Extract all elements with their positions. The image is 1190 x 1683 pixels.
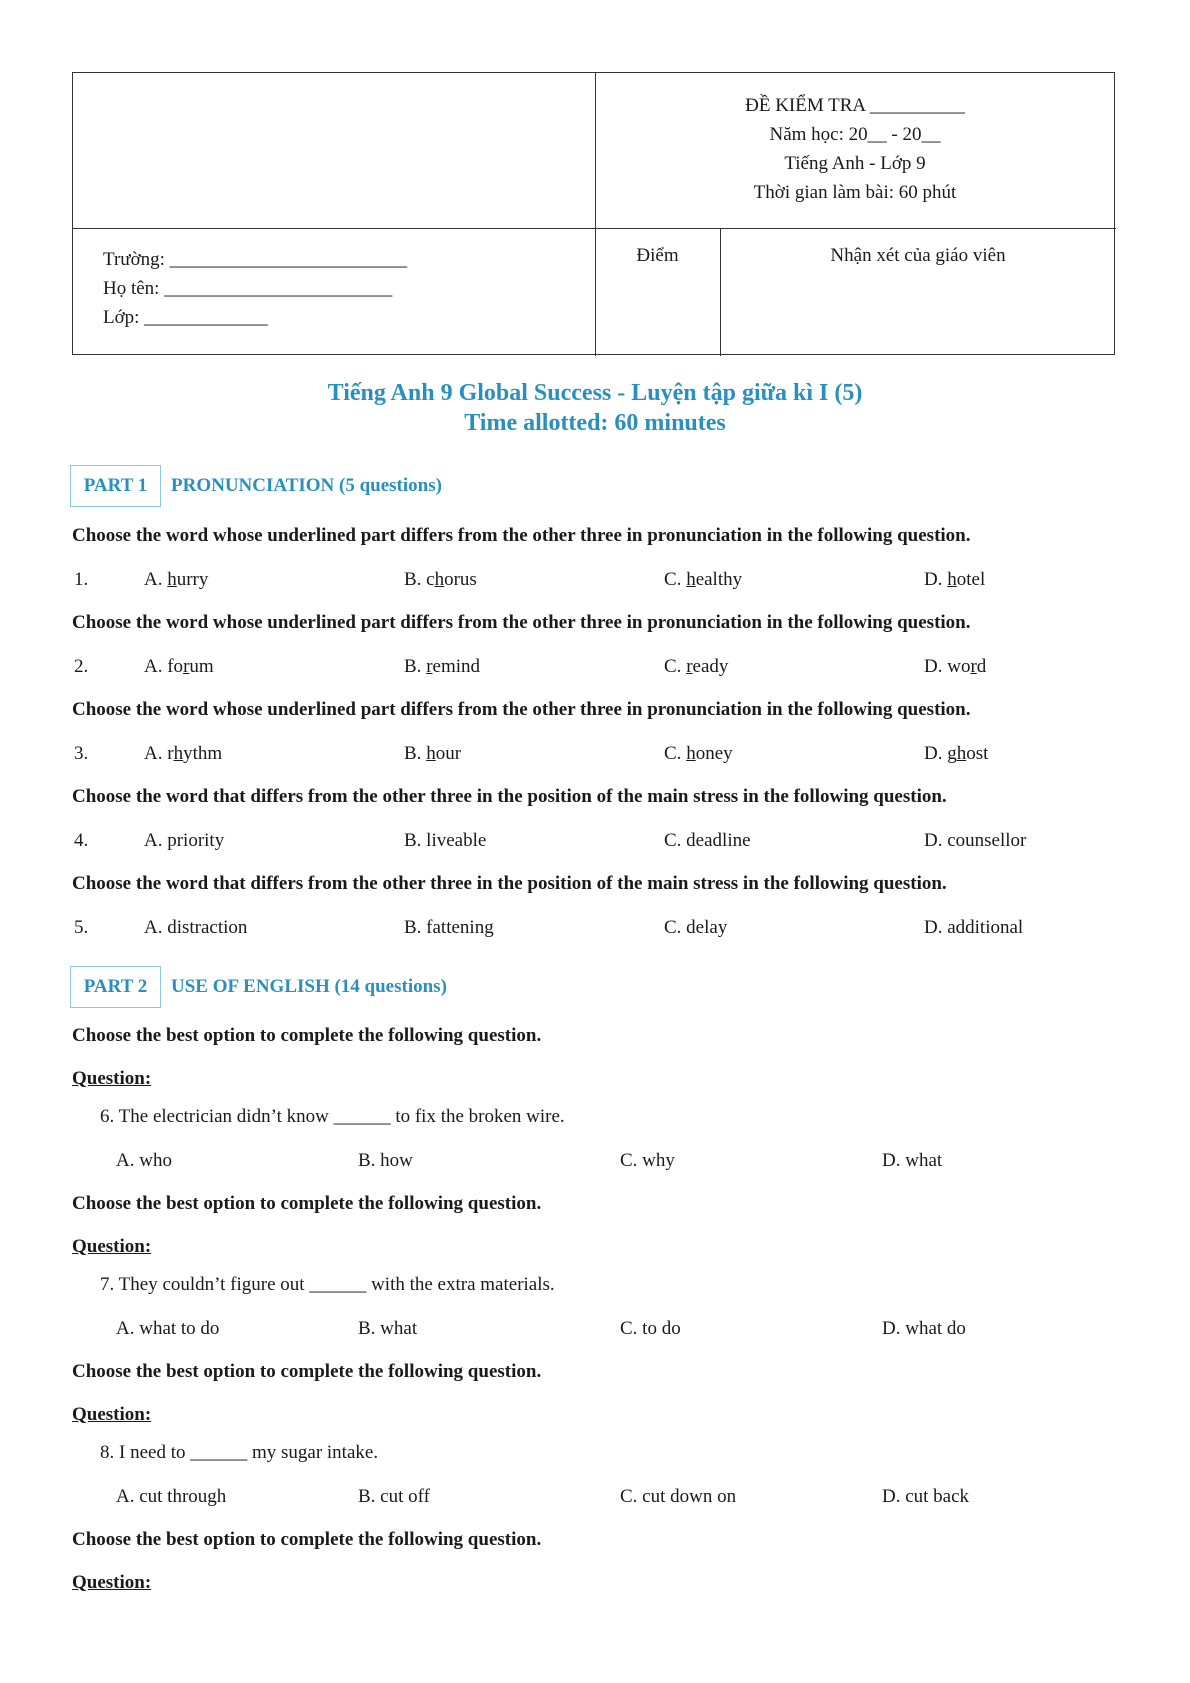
answer-option[interactable]: B. what: [358, 1318, 418, 1339]
part-2-label: PART 2: [70, 966, 161, 1008]
options-row: [72, 1486, 1115, 1512]
page-title: [0, 378, 1190, 438]
answer-option[interactable]: D. what: [882, 1150, 943, 1171]
class-field: Lớp: _____________: [103, 307, 268, 328]
answer-option[interactable]: A. hurry: [144, 569, 209, 590]
question-number: 4.: [74, 830, 89, 851]
answer-option[interactable]: A. rhythm: [144, 743, 223, 764]
question-number: 5.: [74, 917, 89, 938]
question-row: [72, 656, 1115, 682]
answer-option[interactable]: C. why: [620, 1150, 675, 1171]
question-instruction: Choose the word whose underlined part differs from the other three in pronunciation in the following question.: [72, 525, 971, 546]
question-instruction: Choose the best option to complete the following question.: [72, 1361, 542, 1382]
question-number: 3.: [74, 743, 89, 764]
question-stem: 6. The electrician didn’t know ______ to fix the broken wire.: [100, 1106, 565, 1127]
title-line-1: Tiếng Anh 9 Global Success - Luyện tập giữa kì I (5): [327, 380, 863, 406]
answer-option[interactable]: B. chorus: [404, 569, 477, 590]
question-instruction: Choose the best option to complete the following question.: [72, 1193, 542, 1214]
name-field: Họ tên: ________________________: [103, 278, 393, 299]
options-row: [72, 1318, 1115, 1344]
question-instruction: Choose the word whose underlined part differs from the other three in pronunciation in the following question.: [72, 612, 971, 633]
score-label: Điểm: [636, 245, 679, 266]
options-row: [72, 1150, 1115, 1176]
answer-option[interactable]: C. healthy: [664, 569, 743, 590]
question-stem: 7. They couldn’t figure out ______ with the extra materials.: [100, 1274, 555, 1295]
answer-option[interactable]: A. priority: [144, 830, 225, 851]
title-line-2: Time allotted: 60 minutes: [464, 410, 726, 436]
answer-option[interactable]: C. delay: [664, 917, 728, 938]
question-stem: 8. I need to ______ my sugar intake.: [100, 1442, 379, 1463]
answer-option[interactable]: B. cut off: [358, 1486, 430, 1507]
duration: Thời gian làm bài: 60 phút: [753, 182, 957, 203]
answer-option[interactable]: C. to do: [620, 1318, 681, 1339]
answer-option[interactable]: D. hotel: [924, 569, 986, 590]
answer-option[interactable]: D. what do: [882, 1318, 966, 1339]
school-year: Năm học: 20__ - 20__: [769, 124, 941, 145]
answer-option[interactable]: D. counsellor: [924, 830, 1027, 851]
question-instruction: Choose the word whose underlined part differs from the other three in pronunciation in the following question.: [72, 699, 971, 720]
subject: Tiếng Anh - Lớp 9: [784, 153, 926, 174]
answer-option[interactable]: A. forum: [144, 656, 214, 677]
answer-option[interactable]: B. how: [358, 1150, 413, 1171]
answer-option[interactable]: B. liveable: [404, 830, 487, 851]
question-row: [72, 830, 1115, 856]
part-1-label: PART 1: [70, 465, 161, 507]
question-instruction: Choose the word that differs from the other three in the position of the main stress in the following question.: [72, 786, 947, 807]
question-label: Question:: [72, 1572, 152, 1593]
answer-option[interactable]: D. word: [924, 656, 987, 677]
answer-option[interactable]: B. remind: [404, 656, 481, 677]
answer-option[interactable]: C. deadline: [664, 830, 751, 851]
answer-option[interactable]: C. honey: [664, 743, 733, 764]
question-label: Question:: [72, 1236, 152, 1257]
exam-header-table: [72, 72, 1115, 355]
question-instruction: Choose the best option to complete the following question.: [72, 1529, 542, 1550]
teacher-comment-label: Nhận xét của giáo viên: [830, 245, 1006, 266]
question-label: Question:: [72, 1404, 152, 1425]
answer-option[interactable]: A. cut through: [116, 1486, 227, 1507]
question-row: [72, 743, 1115, 769]
answer-option[interactable]: D. cut back: [882, 1486, 970, 1507]
part-2-title: USE OF ENGLISH (14 questions): [171, 976, 447, 997]
exam-info: [595, 73, 1115, 229]
question-instruction: Choose the best option to complete the following question.: [72, 1025, 542, 1046]
answer-option[interactable]: B. hour: [404, 743, 462, 764]
question-instruction: Choose the word that differs from the other three in the position of the main stress in the following question.: [72, 873, 947, 894]
answer-option[interactable]: A. what to do: [116, 1318, 220, 1339]
answer-option[interactable]: A. distraction: [144, 917, 248, 938]
answer-option[interactable]: B. fattening: [404, 917, 494, 938]
exam-title: ĐỀ KIỂM TRA __________: [745, 95, 965, 116]
answer-option[interactable]: D. ghost: [924, 743, 989, 764]
school-field: Trường: _________________________: [103, 249, 408, 270]
answer-option[interactable]: A. who: [116, 1150, 172, 1171]
question-label: Question:: [72, 1068, 152, 1089]
question-row: [72, 569, 1115, 595]
question-row: [72, 917, 1115, 943]
part-1-title: PRONUNCIATION (5 questions): [171, 475, 442, 496]
question-number: 1.: [74, 569, 89, 590]
answer-option[interactable]: C. ready: [664, 656, 729, 677]
question-number: 2.: [74, 656, 89, 677]
answer-option[interactable]: D. additional: [924, 917, 1024, 938]
student-info: [103, 245, 407, 332]
answer-option[interactable]: C. cut down on: [620, 1486, 737, 1507]
